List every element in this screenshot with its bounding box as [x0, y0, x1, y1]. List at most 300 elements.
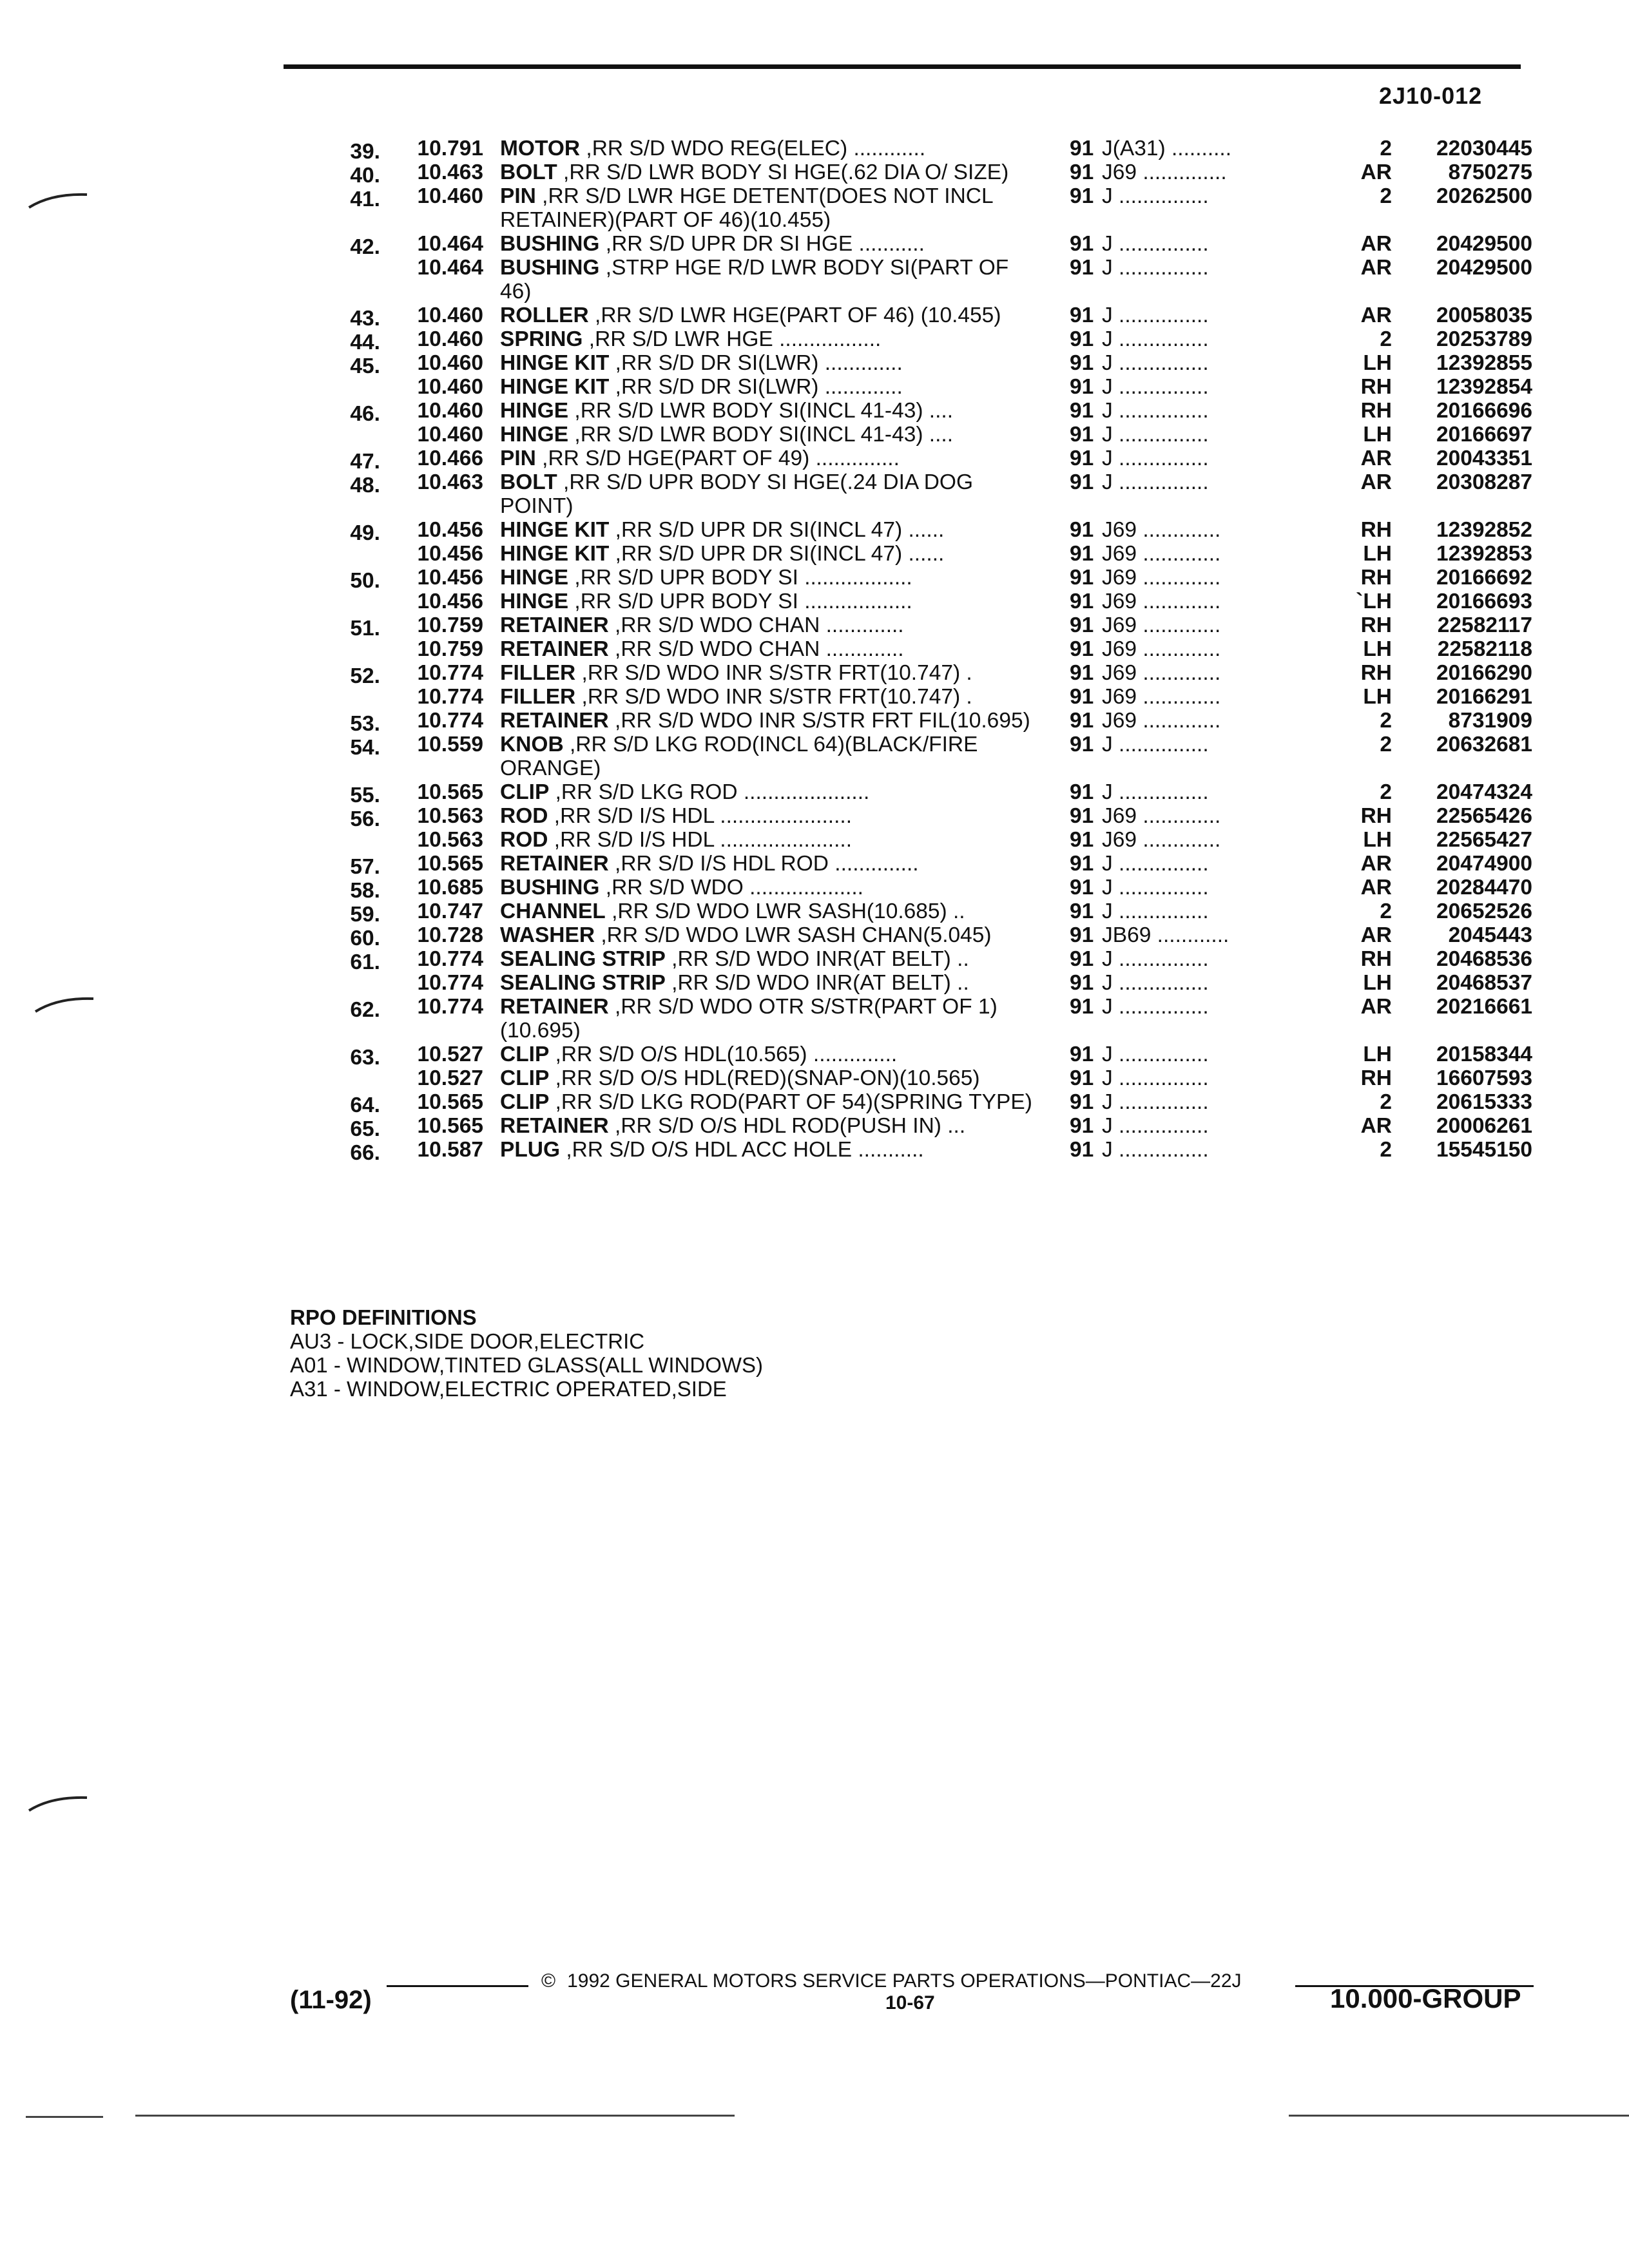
part-detail: ,RR S/D LKG ROD ..................... — [549, 780, 870, 804]
quantity: LH — [1363, 971, 1392, 995]
rpo-code: J69 .............. — [1102, 160, 1227, 184]
model-year: 91 — [1070, 852, 1094, 876]
part-number: 20166696 — [1436, 399, 1532, 423]
date-code: (11-92) — [290, 1986, 372, 2014]
part-description — [500, 184, 1041, 232]
item-number: 45. — [350, 354, 380, 378]
rpo-code: J ............... — [1102, 1090, 1209, 1114]
part-detail: ,RR S/D LWR BODY SI(INCL 41-43) .... — [568, 399, 954, 423]
model-year: 91 — [1070, 470, 1094, 494]
group-number: 10.565 — [417, 1090, 483, 1114]
group-number: 10.460 — [417, 375, 483, 399]
part-row — [0, 852, 1629, 879]
part-description — [500, 780, 1041, 804]
part-name: BUSHING — [500, 876, 600, 899]
group-number: 10.759 — [417, 613, 483, 637]
group-number: 10.464 — [417, 232, 483, 256]
bottom-rule — [135, 2115, 735, 2117]
part-row — [0, 923, 1629, 950]
part-description — [500, 303, 1041, 327]
group-number: 10.559 — [417, 733, 483, 756]
copyright-text: 1992 GENERAL MOTORS SERVICE PARTS OPERATIONS—PONTIAC—22J — [567, 1970, 1242, 1992]
part-detail: ,RR S/D LWR HGE ................. — [583, 327, 882, 351]
part-row — [0, 303, 1629, 331]
quantity: AR — [1360, 995, 1392, 1019]
model-year: 91 — [1070, 1138, 1094, 1162]
quantity: 2 — [1380, 184, 1392, 208]
model-year: 91 — [1070, 566, 1094, 590]
part-row — [0, 327, 1629, 354]
part-number: 12392853 — [1436, 542, 1532, 566]
group-number: 10.791 — [417, 137, 483, 160]
rpo-heading: RPO DEFINITIONS — [290, 1305, 477, 1329]
part-detail: ,RR S/D WDO LWR SASH CHAN(5.045) — [595, 923, 992, 947]
part-detail: ,RR S/D UPR DR SI HGE ........... — [599, 232, 925, 256]
rpo-code: J ............... — [1102, 1043, 1209, 1066]
quantity: AR — [1360, 303, 1392, 327]
rpo-code: J ............... — [1102, 1138, 1209, 1162]
part-description — [500, 852, 1041, 876]
part-name: HINGE KIT — [500, 542, 610, 566]
part-detail: ,RR S/D LWR BODY SI(INCL 41-43) .... — [568, 423, 954, 447]
part-description — [500, 137, 1041, 160]
part-name: RETAINER — [500, 1114, 609, 1138]
quantity: 2 — [1380, 1090, 1392, 1114]
part-name: PIN — [500, 447, 536, 470]
part-name: SEALING STRIP — [500, 971, 666, 995]
part-detail: ,RR S/D UPR BODY SI .................. — [568, 590, 912, 613]
part-description — [500, 733, 1041, 780]
model-year: 91 — [1070, 351, 1094, 375]
rpo-code: J ............... — [1102, 423, 1209, 447]
part-name: RETAINER — [500, 709, 609, 733]
item-number: 41. — [350, 187, 380, 211]
item-number: 49. — [350, 521, 380, 545]
model-year: 91 — [1070, 447, 1094, 470]
model-year: 91 — [1070, 876, 1094, 899]
part-row — [0, 995, 1629, 1043]
rpo-code: J ............... — [1102, 399, 1209, 423]
part-detail: ,RR S/D LWR BODY SI HGE(.62 DIA O/ SIZE) — [557, 160, 1009, 184]
model-year: 91 — [1070, 995, 1094, 1019]
group-number: 10.563 — [417, 804, 483, 828]
model-year: 91 — [1070, 733, 1094, 756]
part-description — [500, 613, 1041, 637]
part-number: 12392852 — [1436, 518, 1532, 542]
rpo-item: AU3 - LOCK,SIDE DOOR,ELECTRIC — [290, 1329, 645, 1353]
model-year: 91 — [1070, 137, 1094, 160]
model-year: 91 — [1070, 375, 1094, 399]
part-number: 22582117 — [1437, 613, 1532, 637]
part-number: 20058035 — [1436, 303, 1532, 327]
part-row — [0, 1138, 1629, 1165]
group-number: 10.774 — [417, 709, 483, 733]
item-number: 46. — [350, 402, 380, 426]
binder-mark-icon — [26, 1791, 90, 1817]
part-name: WASHER — [500, 923, 595, 947]
part-name: BUSHING — [500, 256, 600, 280]
part-detail: ,RR S/D DR SI(LWR) ............. — [609, 351, 903, 375]
part-row — [0, 590, 1629, 613]
model-year: 91 — [1070, 947, 1094, 971]
part-detail: ,RR S/D LKG ROD(PART OF 54)(SPRING TYPE) — [549, 1090, 1032, 1114]
quantity: AR — [1360, 852, 1392, 876]
part-name: CLIP — [500, 1043, 550, 1066]
part-number: 20468537 — [1436, 971, 1532, 995]
part-detail: ,RR S/D LWR HGE DETENT(DOES NOT INCL RETAINER)(PART OF 46)(10.455) — [500, 184, 999, 232]
part-name: BOLT — [500, 470, 557, 494]
part-number: 2045443 — [1448, 923, 1532, 947]
footer-rule — [387, 1985, 528, 1987]
rpo-code: J69 ............. — [1102, 613, 1221, 637]
item-number: 50. — [350, 569, 380, 593]
model-year: 91 — [1070, 232, 1094, 256]
rpo-code: J(A31) .......... — [1102, 137, 1232, 160]
part-name: RETAINER — [500, 637, 609, 661]
bottom-rule — [1289, 2115, 1629, 2117]
group-number: 10.460 — [417, 303, 483, 327]
model-year: 91 — [1070, 542, 1094, 566]
part-description — [500, 685, 1041, 709]
part-row — [0, 1090, 1629, 1117]
rpo-code: J ............... — [1102, 351, 1209, 375]
part-description — [500, 1114, 1041, 1138]
part-name: HINGE — [500, 590, 569, 613]
part-number: 20284470 — [1436, 876, 1532, 899]
group-number: 10.728 — [417, 923, 483, 947]
part-name: SEALING STRIP — [500, 947, 666, 971]
part-number: 15545150 — [1436, 1138, 1532, 1162]
quantity: LH — [1363, 1043, 1392, 1066]
item-number: 53. — [350, 712, 380, 736]
rpo-code: J69 ............. — [1102, 685, 1221, 709]
rpo-code: J ............... — [1102, 995, 1209, 1019]
part-row — [0, 637, 1629, 661]
group-number: 10.774 — [417, 947, 483, 971]
model-year: 91 — [1070, 160, 1094, 184]
quantity: AR — [1360, 232, 1392, 256]
part-name: CLIP — [500, 1090, 550, 1114]
group-number: 10.456 — [417, 566, 483, 590]
item-number: 39. — [350, 140, 380, 164]
part-number: 8750275 — [1448, 160, 1532, 184]
group-number: 10.527 — [417, 1066, 483, 1090]
item-number: 48. — [350, 474, 380, 497]
quantity: AR — [1360, 160, 1392, 184]
part-row — [0, 375, 1629, 399]
part-number: 20043351 — [1436, 447, 1532, 470]
group-number: 10.565 — [417, 1114, 483, 1138]
part-name: FILLER — [500, 661, 576, 685]
part-name: RETAINER — [500, 613, 609, 637]
item-number: 65. — [350, 1117, 380, 1141]
part-row — [0, 351, 1629, 378]
part-row — [0, 542, 1629, 566]
model-year: 91 — [1070, 613, 1094, 637]
part-description — [500, 590, 1041, 613]
part-detail: ,RR S/D WDO OTR S/STR(PART OF 1)(10.695) — [500, 995, 998, 1043]
part-row — [0, 566, 1629, 593]
item-number: 54. — [350, 736, 380, 760]
quantity: 2 — [1380, 1138, 1392, 1162]
part-number: 12392854 — [1436, 375, 1532, 399]
quantity: LH — [1363, 828, 1392, 852]
part-description — [500, 399, 1041, 423]
quantity: AR — [1360, 447, 1392, 470]
rpo-code: J ............... — [1102, 899, 1209, 923]
quantity: 2 — [1380, 137, 1392, 160]
part-row — [0, 232, 1629, 259]
item-number: 55. — [350, 783, 380, 807]
item-number: 63. — [350, 1046, 380, 1070]
group-number: 10.563 — [417, 828, 483, 852]
quantity: `LH — [1356, 590, 1392, 613]
rpo-code: J ............... — [1102, 470, 1209, 494]
quantity: 2 — [1380, 733, 1392, 756]
part-name: PLUG — [500, 1138, 561, 1162]
item-number: 59. — [350, 903, 380, 927]
part-number: 20166692 — [1436, 566, 1532, 590]
quantity: RH — [1360, 613, 1392, 637]
model-year: 91 — [1070, 1043, 1094, 1066]
rpo-code: JB69 ............ — [1102, 923, 1229, 947]
part-detail: ,RR S/D WDO ................... — [599, 876, 863, 899]
part-detail: ,RR S/D HGE(PART OF 49) .............. — [535, 447, 900, 470]
part-detail: ,RR S/D WDO CHAN ............. — [608, 637, 904, 661]
part-number: 20308287 — [1436, 470, 1532, 494]
quantity: RH — [1360, 518, 1392, 542]
part-number: 8731909 — [1448, 709, 1532, 733]
part-name: PIN — [500, 184, 536, 208]
part-number: 20474324 — [1436, 780, 1532, 804]
part-description — [500, 828, 1041, 852]
part-description — [500, 1090, 1041, 1114]
group-number: 10.463 — [417, 470, 483, 494]
part-name: ROD — [500, 804, 548, 828]
part-detail: ,STRP HGE R/D LWR BODY SI(PART OF 46) — [500, 256, 1015, 303]
model-year: 91 — [1070, 1090, 1094, 1114]
rpo-code: J ............... — [1102, 375, 1209, 399]
quantity: 2 — [1380, 899, 1392, 923]
part-description — [500, 327, 1041, 351]
part-detail: ,RR S/D WDO INR(AT BELT) .. — [665, 947, 969, 971]
part-name: HINGE KIT — [500, 351, 610, 375]
rpo-code: J ............... — [1102, 232, 1209, 256]
part-row — [0, 685, 1629, 709]
item-number: 44. — [350, 331, 380, 354]
part-row — [0, 899, 1629, 927]
quantity: RH — [1360, 399, 1392, 423]
model-year: 91 — [1070, 590, 1094, 613]
part-row — [0, 1066, 1629, 1090]
part-row — [0, 804, 1629, 831]
quantity: 2 — [1380, 327, 1392, 351]
part-name: MOTOR — [500, 137, 581, 160]
page-number: 10-67 — [885, 1992, 935, 2013]
model-year: 91 — [1070, 828, 1094, 852]
part-detail: ,RR S/D UPR BODY SI HGE(.24 DIA DOG POINT) — [500, 470, 979, 518]
part-row — [0, 518, 1629, 545]
top-rule — [284, 64, 1521, 69]
part-detail: ,RR S/D O/S HDL ACC HOLE ........... — [560, 1138, 924, 1162]
part-number: 22582118 — [1437, 637, 1532, 661]
rpo-code: J ............... — [1102, 947, 1209, 971]
group-number: 10.460 — [417, 351, 483, 375]
item-number: 47. — [350, 450, 380, 474]
part-detail: ,RR S/D I/S HDL ...................... — [548, 804, 853, 828]
part-description — [500, 256, 1041, 303]
part-description — [500, 470, 1041, 518]
group-number: 10.456 — [417, 542, 483, 566]
part-description — [500, 804, 1041, 828]
rpo-code: J69 ............. — [1102, 637, 1221, 661]
model-year: 91 — [1070, 685, 1094, 709]
part-row — [0, 470, 1629, 518]
part-number: 20262500 — [1436, 184, 1532, 208]
group-number: 10.565 — [417, 852, 483, 876]
group-number: 10.460 — [417, 399, 483, 423]
part-description — [500, 637, 1041, 661]
quantity: AR — [1360, 256, 1392, 280]
part-detail: ,RR S/D WDO REG(ELEC) ............ — [580, 137, 926, 160]
model-year: 91 — [1070, 780, 1094, 804]
part-row — [0, 709, 1629, 736]
quantity: RH — [1360, 1066, 1392, 1090]
quantity: RH — [1360, 375, 1392, 399]
part-detail: ,RR S/D WDO INR S/STR FRT(10.747) . — [575, 661, 972, 685]
part-description — [500, 899, 1041, 923]
quantity: AR — [1360, 923, 1392, 947]
model-year: 91 — [1070, 923, 1094, 947]
part-description — [500, 351, 1041, 375]
part-detail: ,RR S/D UPR DR SI(INCL 47) ...... — [609, 542, 945, 566]
part-detail: ,RR S/D O/S HDL(10.565) .............. — [549, 1043, 898, 1066]
copyright-line — [541, 1970, 1242, 1992]
group-number: 10.466 — [417, 447, 483, 470]
part-description — [500, 1043, 1041, 1066]
parts-list — [0, 137, 1629, 1165]
model-year: 91 — [1070, 661, 1094, 685]
item-number: 57. — [350, 855, 380, 879]
part-number: 20429500 — [1436, 256, 1532, 280]
part-description — [500, 971, 1041, 995]
part-row — [0, 828, 1629, 852]
item-number: 43. — [350, 307, 380, 331]
item-number: 52. — [350, 664, 380, 688]
rpo-code: J69 ............. — [1102, 709, 1221, 733]
group-number: 10.587 — [417, 1138, 483, 1162]
item-number: 51. — [350, 617, 380, 640]
part-description — [500, 995, 1041, 1043]
part-row — [0, 876, 1629, 903]
part-number: 20166693 — [1436, 590, 1532, 613]
item-number: 66. — [350, 1141, 380, 1165]
quantity: LH — [1363, 637, 1392, 661]
part-detail: ,RR S/D WDO INR(AT BELT) .. — [665, 971, 969, 995]
group-number: 10.774 — [417, 661, 483, 685]
quantity: LH — [1363, 542, 1392, 566]
part-row — [0, 947, 1629, 974]
quantity: 2 — [1380, 780, 1392, 804]
part-number: 20429500 — [1436, 232, 1532, 256]
model-year: 91 — [1070, 1114, 1094, 1138]
rpo-code: J ............... — [1102, 1114, 1209, 1138]
model-year: 91 — [1070, 184, 1094, 208]
part-row — [0, 256, 1629, 303]
part-name: ROLLER — [500, 303, 589, 327]
part-number: 12392855 — [1436, 351, 1532, 375]
rpo-code: J69 ............. — [1102, 590, 1221, 613]
part-number: 20166290 — [1436, 661, 1532, 685]
rpo-code: J69 ............. — [1102, 804, 1221, 828]
part-name: ROD — [500, 828, 548, 852]
rpo-code: J69 ............. — [1102, 542, 1221, 566]
quantity: RH — [1360, 661, 1392, 685]
part-name: RETAINER — [500, 995, 609, 1019]
rpo-code: J69 ............. — [1102, 661, 1221, 685]
model-year: 91 — [1070, 804, 1094, 828]
part-row — [0, 1043, 1629, 1070]
rpo-code: J ............... — [1102, 780, 1209, 804]
group-number: 10.460 — [417, 423, 483, 447]
part-name: CHANNEL — [500, 899, 606, 923]
rpo-code: J ............... — [1102, 256, 1209, 280]
rpo-code: J69 ............. — [1102, 828, 1221, 852]
part-name: RETAINER — [500, 852, 609, 876]
part-detail: ,RR S/D WDO LWR SASH(10.685) .. — [605, 899, 965, 923]
part-name: HINGE — [500, 566, 569, 590]
bottom-rule — [26, 2116, 103, 2118]
part-name: KNOB — [500, 733, 564, 756]
model-year: 91 — [1070, 423, 1094, 447]
group-number: 10.759 — [417, 637, 483, 661]
quantity: LH — [1363, 685, 1392, 709]
part-description — [500, 661, 1041, 685]
part-number: 16607593 — [1436, 1066, 1532, 1090]
group-number: 10.774 — [417, 995, 483, 1019]
part-description — [500, 566, 1041, 590]
part-description — [500, 518, 1041, 542]
part-detail: ,RR S/D LWR HGE(PART OF 46) (10.455) — [588, 303, 1001, 327]
item-number: 58. — [350, 879, 380, 903]
part-row — [0, 423, 1629, 447]
rpo-code: J ............... — [1102, 184, 1209, 208]
part-description — [500, 709, 1041, 733]
part-row — [0, 971, 1629, 995]
group-number: 10.685 — [417, 876, 483, 899]
part-detail: ,RR S/D UPR BODY SI .................. — [568, 566, 912, 590]
part-description — [500, 876, 1041, 899]
part-row — [0, 1114, 1629, 1141]
part-name: HINGE KIT — [500, 375, 610, 399]
part-name: BOLT — [500, 160, 557, 184]
quantity: RH — [1360, 804, 1392, 828]
part-number: 20166697 — [1436, 423, 1532, 447]
item-number: 40. — [350, 164, 380, 187]
model-year: 91 — [1070, 327, 1094, 351]
part-description — [500, 1066, 1041, 1090]
part-row — [0, 184, 1629, 232]
part-row — [0, 661, 1629, 688]
quantity: AR — [1360, 876, 1392, 899]
rpo-code: J ............... — [1102, 733, 1209, 756]
model-year: 91 — [1070, 399, 1094, 423]
model-year: 91 — [1070, 637, 1094, 661]
quantity: LH — [1363, 351, 1392, 375]
group-number: 10.464 — [417, 256, 483, 280]
quantity: RH — [1360, 566, 1392, 590]
part-description — [500, 232, 1041, 256]
